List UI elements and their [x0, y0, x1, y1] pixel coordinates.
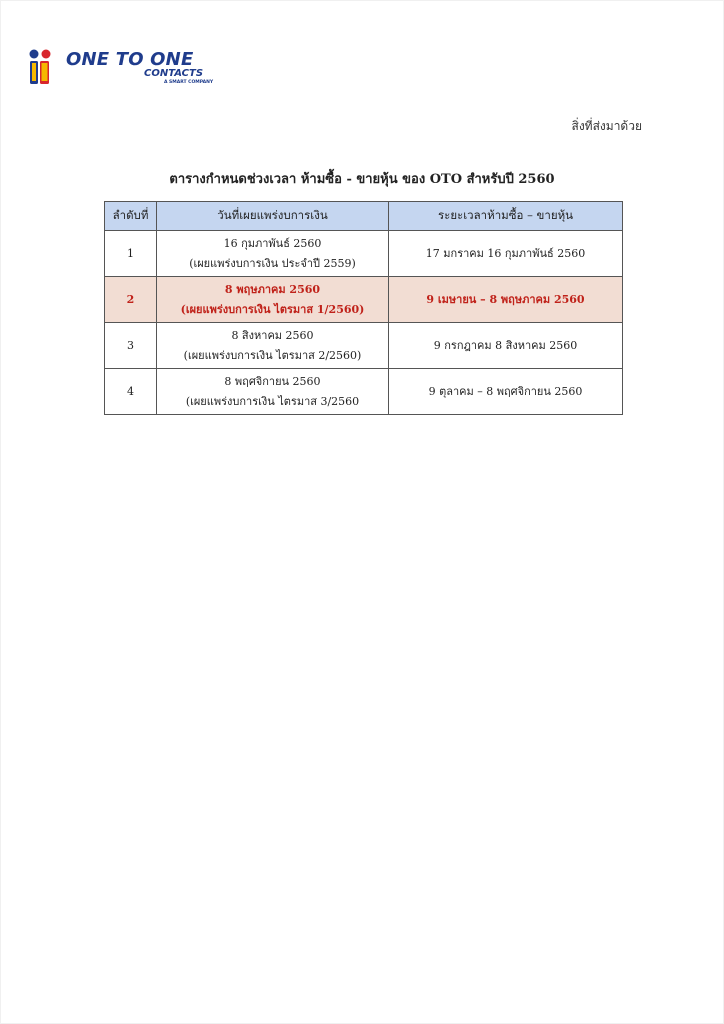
date-note: (เผยแพร่งบการเงิน ไตรมาส 1/2560): [180, 302, 365, 316]
document-title: ตารางกำหนดช่วงเวลา ห้ามซื้อ - ขายหุ้น ของ OTO สำหรับปี 2560: [169, 172, 555, 187]
row-blackout-period: 17 มกราคม 16 กุมภาพันธ์ 2560: [389, 231, 623, 277]
row-no: 4: [105, 369, 157, 415]
logo-mark-icon: [26, 48, 56, 86]
logo-sub-text: CONTACTS: [144, 68, 204, 79]
date-note: (เผยแพร่งบการเงิน ไตรมาส 3/2560: [185, 394, 360, 408]
row-disclosure-date: [157, 369, 389, 415]
row-blackout-period: 9 ตุลาคม – 8 พฤศจิกายน 2560: [389, 369, 623, 415]
row-disclosure-date: [157, 231, 389, 277]
table-row-highlighted: [105, 277, 623, 323]
date-note: (เผยแพร่งบการเงิน ไตรมาส 2/2560): [183, 348, 362, 362]
table-row: [105, 231, 623, 277]
header-no: ลำดับที่: [105, 202, 157, 231]
blackout-schedule-table: [104, 201, 623, 415]
row-no: 3: [105, 323, 157, 369]
date-line: 8 พฤษภาคม 2560: [224, 282, 321, 296]
date-note: (เผยแพร่งบการเงิน ประจำปี 2559): [189, 256, 356, 270]
header-blackout-period: ระยะเวลาห้ามซื้อ – ขายหุ้น: [389, 202, 623, 231]
attachment-note: สิ่งที่ส่งมาด้วย: [571, 119, 642, 133]
table-row: [105, 369, 623, 415]
header-disclosure-date: วันที่เผยแพร่งบการเงิน: [157, 202, 389, 231]
row-blackout-period: 9 เมษายน – 8 พฤษภาคม 2560: [389, 277, 623, 323]
table-header-row: [105, 202, 623, 231]
date-line: 16 กุมภาพันธ์ 2560: [223, 236, 322, 250]
date-line: 8 พฤศจิกายน 2560: [224, 374, 321, 388]
company-logo: [26, 48, 216, 88]
logo-main-text: ONE TO ONE: [66, 49, 194, 70]
row-disclosure-date: [157, 323, 389, 369]
date-line: 8 สิงหาคม 2560: [231, 328, 314, 342]
row-no: 2: [105, 277, 157, 323]
row-no: 1: [105, 231, 157, 277]
logo-tagline: A SMART COMPANY: [164, 80, 214, 85]
table-row: [105, 323, 623, 369]
row-disclosure-date: [157, 277, 389, 323]
row-blackout-period: 9 กรกฎาคม 8 สิงหาคม 2560: [389, 323, 623, 369]
